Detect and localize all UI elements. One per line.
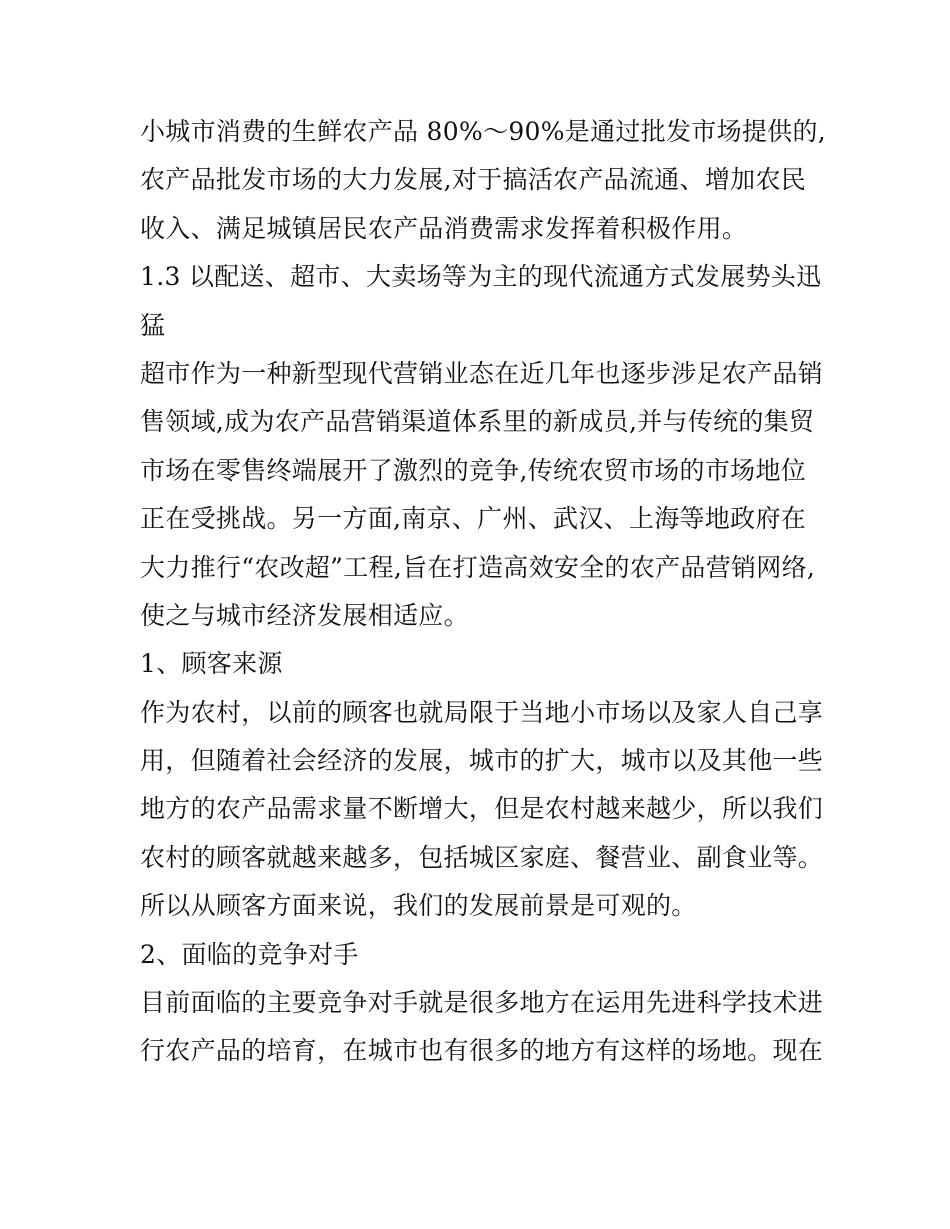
text-line: 正在受挑战。另一方面,南京、广州、武汉、上海等地政府在 [140,504,807,534]
text-line: 农村的顾客就越来越多，包括城区家庭、餐营业、副食业等。 [140,842,824,872]
section-heading-customers: 1、顾客来源 [140,649,283,679]
text-line: 作为农村，以前的顾客也就局限于当地小市场以及家人自己享 [140,697,824,727]
section-heading-continuation: 猛 [140,310,166,340]
text-line: 大力推行“农改超”工程,旨在打造高效安全的农产品营销网络, [140,552,816,582]
text-line: 售领域,成为农产品营销渠道体系里的新成员,并与传统的集贸 [140,407,815,437]
document-body [140,108,830,1076]
section-heading-competitors: 2、面临的竞争对手 [140,939,359,969]
text-line: 所以从顾客方面来说，我们的发展前景是可观的。 [140,891,697,921]
section-heading: 1.3 以配送、超市、大卖场等为主的现代流通方式发展势头迅 [140,262,822,292]
text-line: 小城市消费的生鲜农产品 80%～90%是通过批发市场提供的, [140,117,827,146]
text-line: 用，但随着社会经济的发展，城市的扩大，城市以及其他一些 [140,746,824,776]
text-line: 超市作为一种新型现代营销业态在近几年也逐步涉足农产品销 [140,358,824,388]
text-line: 目前面临的主要竞争对手就是很多地方在运用先进科学技术进 [140,988,824,1018]
text-line: 农产品批发市场的大力发展,对于搞活农产品流通、增加农民 [140,165,807,195]
text-line: 行农产品的培育，在城市也有很多的地方有这样的场地。现在 [140,1036,824,1066]
text-line: 市场在零售终端展开了激烈的竞争,传统农贸市场的市场地位 [140,455,807,485]
text-line: 地方的农产品需求量不断增大，但是农村越来越少，所以我们 [140,794,824,824]
text-line: 使之与城市经济发展相适应。 [140,600,469,630]
text-line: 收入、满足城镇居民农产品消费需求发挥着积极作用。 [140,213,748,243]
